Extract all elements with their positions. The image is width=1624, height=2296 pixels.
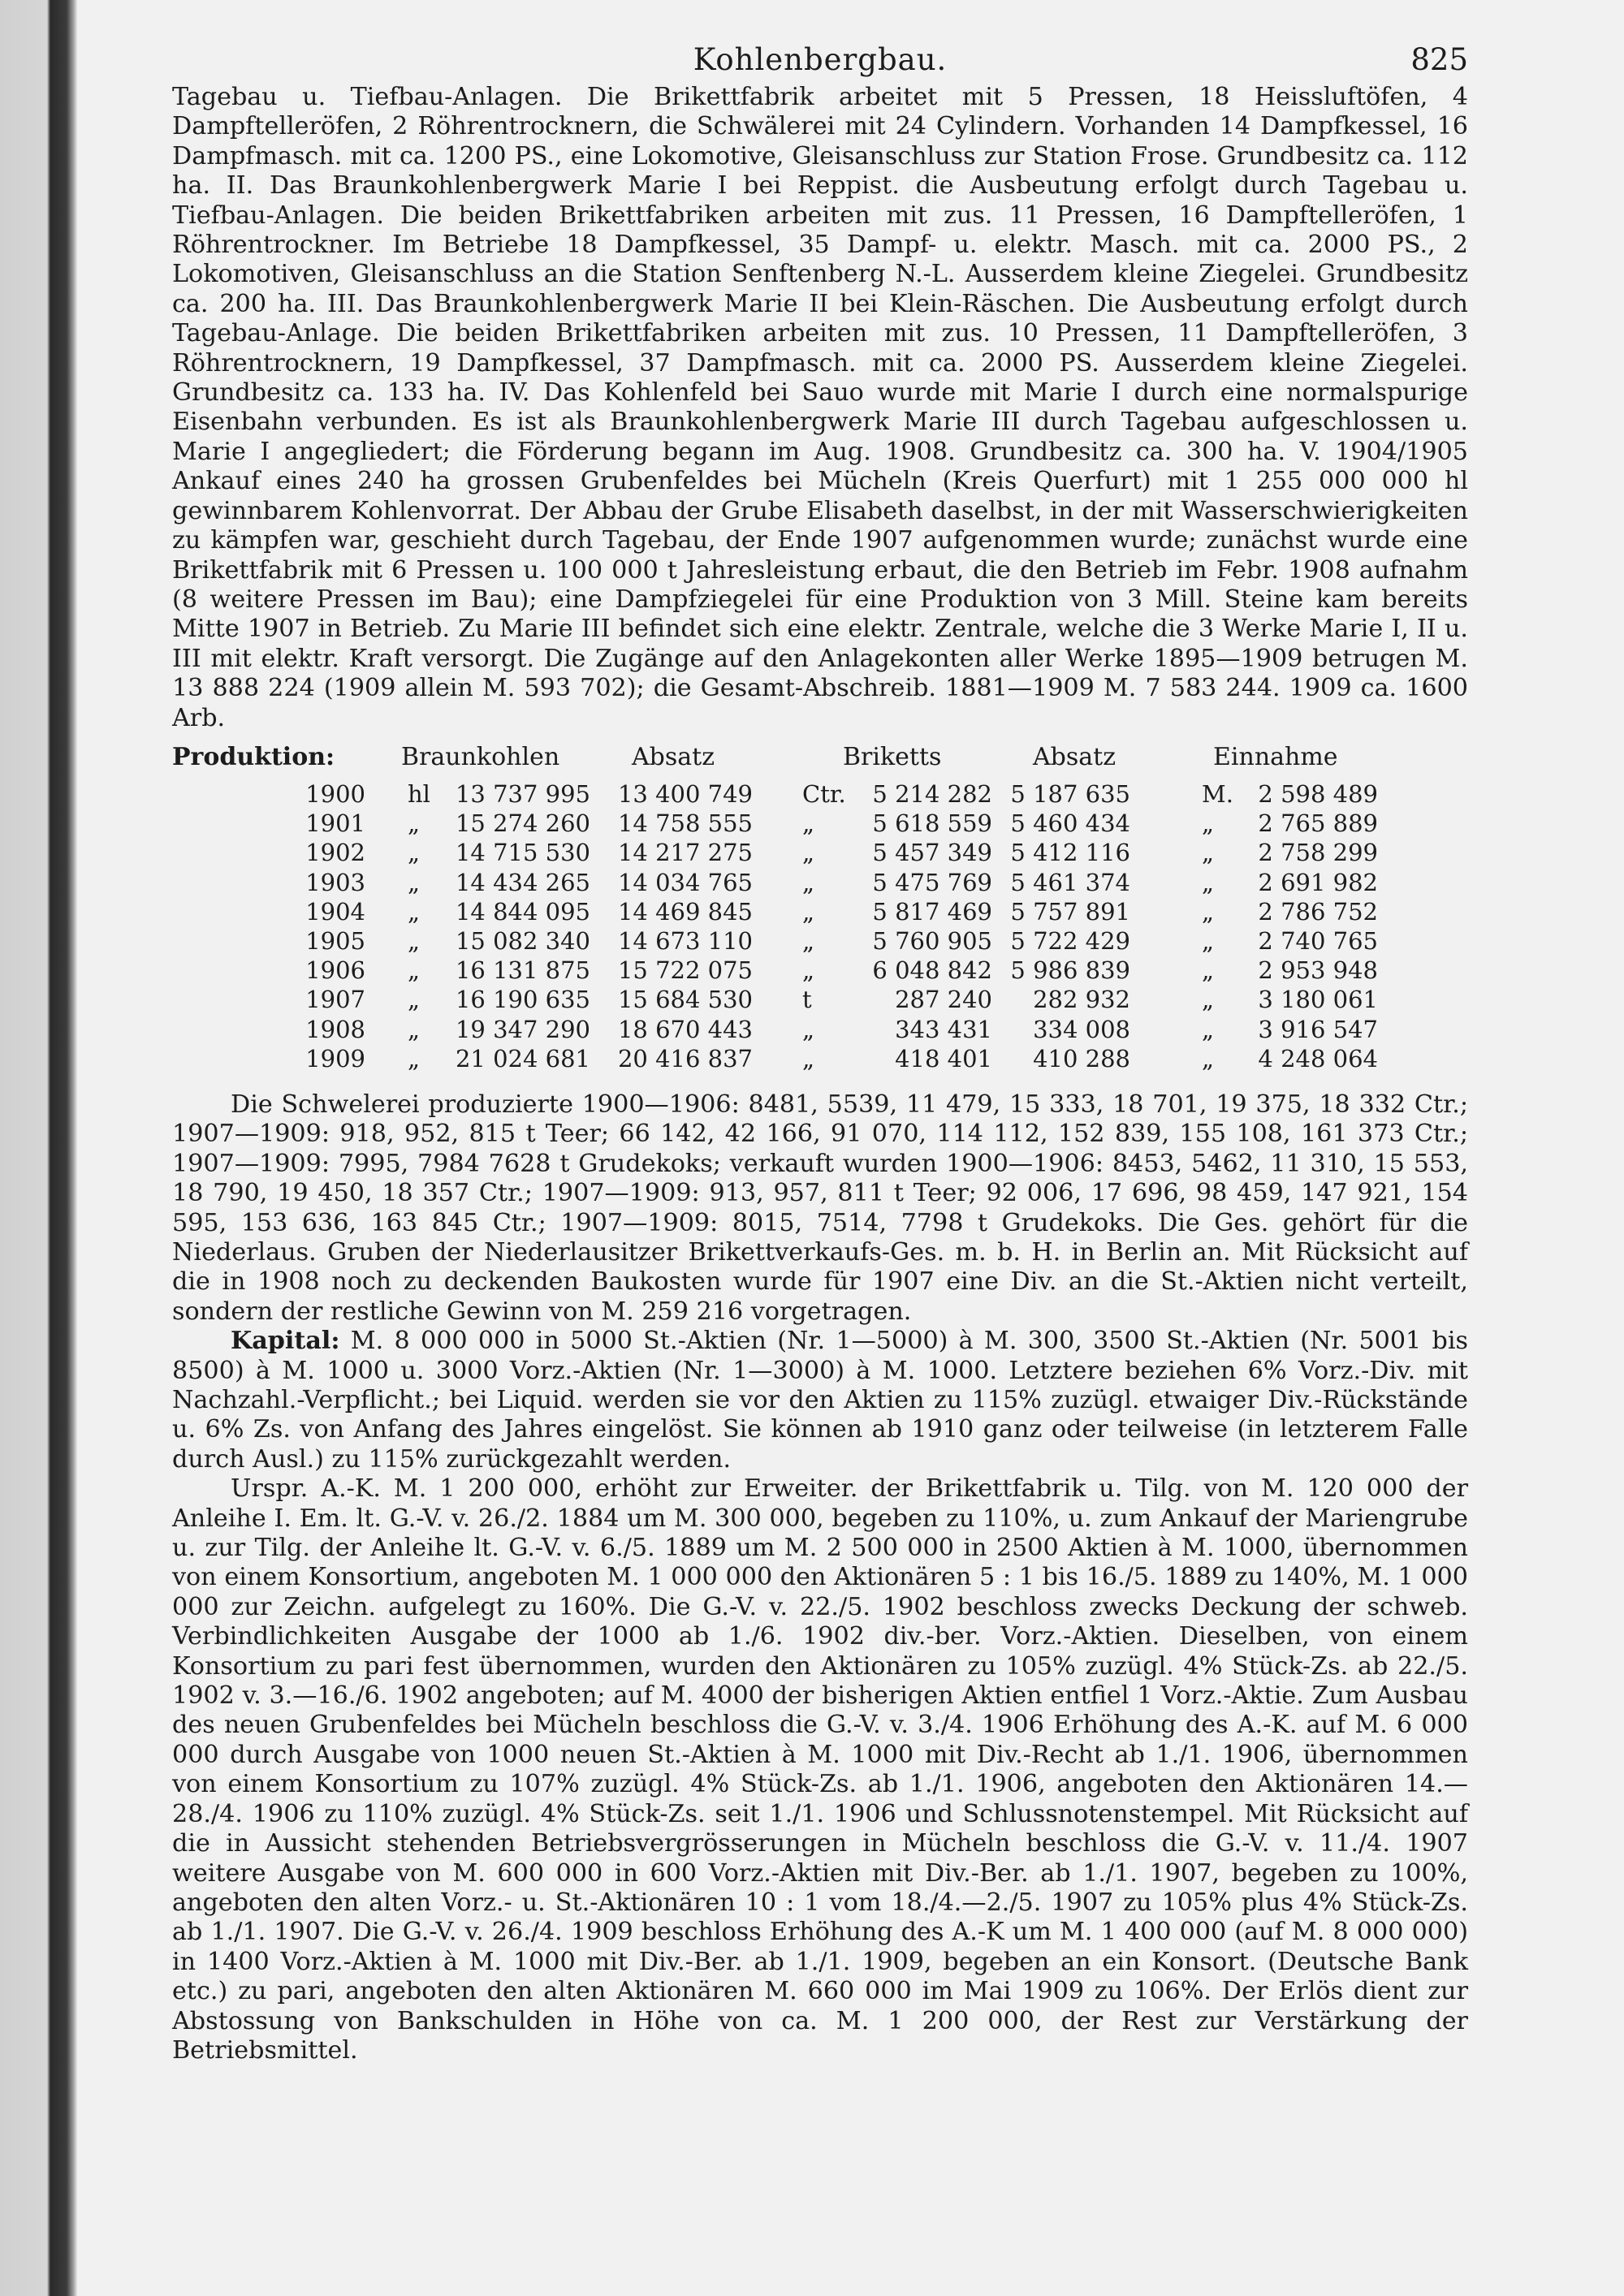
table-cell-braunkohlen: 14 715 530 xyxy=(455,839,590,867)
table-cell-unit1: „ xyxy=(408,839,421,867)
table-cell-unit2: t xyxy=(802,986,812,1014)
table-cell-absatz2: 5 412 116 xyxy=(1010,839,1130,867)
book-page xyxy=(172,42,1468,2065)
table-cell-absatz1: 14 217 275 xyxy=(617,839,753,867)
schwelerei-paragraph: Die Schwelerei produzierte 1900—1906: 8481, 5539, 11 479, 15 333, 18 701, 19 375, 18 332 Ctr.; 1907—1909: 918, 952, 815 t Teer; 66 142, 42 166, 91 070, 114 112, 152 839, 155 108, 161 373 Ctr.; 1907—1909: 7995, 7984 7628 t Grudekoks; verkauft wurden 1900—1906: 8453, 5462, 11 310, 15 553, 18 790, 19 450, 18 357 Ctr.; 1907—1909: 913, 957, 811 t Teer; 92 006, 17 696, 98 459, 147 921, 154 595, 153 636, 163 845 Ctr.; 1907—1909: 8015, 7514, 7798 t Grudekoks. Die Ges. gehört für die Niederlaus. Gruben der Niederlausitzer Brikettverkaufs-Ges. m. b. H. in Berlin an. Mit Rücksicht auf die in 1908 noch zu deckenden Baukosten wurde für 1907 eine Div. an die St.-Aktien nicht verteilt, sondern der restliche Gewinn von M. 259 216 vorgetragen. xyxy=(172,1090,1468,1326)
table-cell-absatz1: 15 684 530 xyxy=(617,986,753,1014)
table-cell-year: 1908 xyxy=(305,1015,365,1043)
table-row xyxy=(172,986,1468,1015)
table-cell-unit1: „ xyxy=(408,897,421,926)
column-header-einnahme: Einnahme xyxy=(1213,742,1338,771)
table-row xyxy=(172,1016,1468,1045)
table-row xyxy=(172,869,1468,898)
production-header xyxy=(172,743,1468,774)
table-cell-year: 1905 xyxy=(305,926,365,955)
table-cell-unit3: „ xyxy=(1202,926,1215,955)
table-cell-unit2: „ xyxy=(802,1044,815,1072)
table-cell-einnahme: 3 180 061 xyxy=(1258,986,1378,1014)
table-cell-unit1: hl xyxy=(408,779,430,808)
table-cell-braunkohlen: 14 844 095 xyxy=(455,897,590,926)
table-cell-unit3: „ xyxy=(1202,868,1215,896)
table-cell-year: 1901 xyxy=(305,809,365,838)
table-cell-unit3: M. xyxy=(1202,779,1233,808)
table-cell-unit1: „ xyxy=(408,1044,421,1072)
table-cell-einnahme: 2 740 765 xyxy=(1258,926,1378,955)
table-row xyxy=(172,898,1468,927)
table-cell-unit2: „ xyxy=(802,839,815,867)
table-cell-unit1: „ xyxy=(408,926,421,955)
table-cell-briketts: 5 475 769 xyxy=(872,868,992,896)
table-cell-absatz1: 14 673 110 xyxy=(617,926,753,955)
table-row xyxy=(172,839,1468,868)
table-cell-absatz1: 18 670 443 xyxy=(617,1015,753,1043)
table-cell-year: 1904 xyxy=(305,897,365,926)
column-header-braunkohlen: Braunkohlen xyxy=(401,742,560,771)
table-cell-unit3: „ xyxy=(1202,986,1215,1014)
table-cell-einnahme: 2 953 948 xyxy=(1258,956,1378,985)
page-header xyxy=(172,42,1468,83)
table-row xyxy=(172,927,1468,956)
table-cell-year: 1903 xyxy=(305,868,365,896)
table-cell-unit1: „ xyxy=(408,809,421,838)
table-cell-unit1: „ xyxy=(408,868,421,896)
table-cell-braunkohlen: 15 274 260 xyxy=(455,809,590,838)
table-cell-absatz2: 5 722 429 xyxy=(1010,926,1130,955)
column-header-absatz: Absatz xyxy=(632,742,715,771)
table-cell-absatz2: 5 757 891 xyxy=(1010,897,1130,926)
table-cell-unit1: „ xyxy=(408,1015,421,1043)
table-cell-year: 1909 xyxy=(305,1044,365,1072)
table-cell-absatz2: 5 460 434 xyxy=(1010,809,1130,838)
table-cell-absatz1: 14 469 845 xyxy=(617,897,753,926)
table-cell-einnahme: 2 598 489 xyxy=(1258,779,1378,808)
table-cell-unit3: „ xyxy=(1202,839,1215,867)
table-cell-briketts: 5 214 282 xyxy=(872,779,992,808)
table-cell-unit2: „ xyxy=(802,897,815,926)
table-cell-braunkohlen: 13 737 995 xyxy=(455,779,590,808)
column-header-absatz: Absatz xyxy=(1033,742,1116,771)
table-cell-year: 1902 xyxy=(305,839,365,867)
table-cell-einnahme: 2 758 299 xyxy=(1258,839,1378,867)
kapital-label: Kapital: xyxy=(231,1327,340,1356)
table-cell-absatz1: 14 034 765 xyxy=(617,868,753,896)
book-spine-shadow xyxy=(0,0,77,2296)
table-cell-absatz1: 20 416 837 xyxy=(617,1044,753,1072)
table-row xyxy=(172,1045,1468,1074)
table-cell-unit3: „ xyxy=(1202,897,1215,926)
table-cell-absatz2: 282 932 xyxy=(1033,986,1130,1014)
table-cell-unit2: „ xyxy=(802,868,815,896)
table-cell-unit3: „ xyxy=(1202,809,1215,838)
table-cell-einnahme: 4 248 064 xyxy=(1258,1044,1378,1072)
table-cell-unit1: „ xyxy=(408,986,421,1014)
table-cell-braunkohlen: 16 190 635 xyxy=(455,986,590,1014)
table-cell-briketts: 418 401 xyxy=(895,1044,992,1072)
table-cell-unit2: „ xyxy=(802,926,815,955)
table-cell-briketts: 6 048 842 xyxy=(872,956,992,985)
table-cell-absatz2: 334 008 xyxy=(1033,1015,1130,1043)
table-cell-absatz1: 14 758 555 xyxy=(617,809,753,838)
table-cell-absatz2: 5 187 635 xyxy=(1010,779,1130,808)
table-cell-braunkohlen: 21 024 681 xyxy=(455,1044,590,1072)
table-cell-absatz1: 13 400 749 xyxy=(617,779,753,808)
table-cell-year: 1900 xyxy=(305,779,365,808)
table-cell-absatz2: 410 288 xyxy=(1033,1044,1130,1072)
table-cell-einnahme: 2 691 982 xyxy=(1258,868,1378,896)
table-row xyxy=(172,809,1468,839)
column-header-briketts: Briketts xyxy=(843,742,942,771)
table-cell-briketts: 5 618 559 xyxy=(872,809,992,838)
running-title: Kohlenbergbau. xyxy=(693,42,948,77)
table-cell-unit3: „ xyxy=(1202,1044,1215,1072)
urspr-paragraph: Urspr. A.-K. M. 1 200 000, erhöht zur Erweiter. der Brikettfabrik u. Tilg. von M. 120 000 der Anleihe I. Em. lt. G.-V. v. 26./2. 1884 um M. 300 000, begeben zu 110%, u. zum Ankauf der Mariengrube u. zur Tilg. der Anleihe lt. G.-V. v. 6./5. 1889 um M. 2 500 000 in 2500 Aktien à M. 1000, übernommen von einem Konsortium, angeboten M. 1 000 000 den Aktionären 5 : 1 bis 16./5. 1889 zu 140%, M. 1 000 000 zur Zeichn. aufgelegt zu 160%. Die G.-V. v. 22./5. 1902 beschloss zwecks Deckung der schweb. Verbindlichkeiten Ausgabe der 1000 ab 1./6. 1902 div.-ber. Vorz.-Aktien. Dieselben, von einem Konsortium zu pari fest übernommen, wurden den Aktionären zu 105% zuzügl. 4% Stück-Zs. ab 22./5. 1902 v. 3.—16./6. 1902 angeboten; auf M. 4000 der bisherigen Aktien entfiel 1 Vorz.-Aktie. Zum Ausbau des neuen Grubenfeldes bei Mücheln beschloss die G.-V. v. 3./4. 1906 Erhöhung des A.-K. auf M. 6 000 000 durch Ausgabe von 1000 neuen St.-Aktien à M. 1000 mit Div.-Recht ab 1./1. 1906, übernommen von einem Konsortium zu 107% zuzügl. 4% Stück-Zs. ab 1./1. 1906, angeboten den Aktionären 14.—28./4. 1906 zu 110% zuzügl. 4% Stück-Zs. seit 1./1. 1906 und Schlussnotenstempel. Mit Rücksicht auf die in Aussicht stehenden Betriebsvergrösserungen in Mücheln beschloss die G.-V. v. 11./4. 1907 weitere Ausgabe von M. 600 000 in 600 Vorz.-Aktien mit Div.-Ber. ab 1./1. 1907, begeben zu 100%, angeboten den alten Vorz.- u. St.-Aktionären 10 : 1 vom 18./4.—2./5. 1907 zu 105% plus 4% Stück-Zs. ab 1./1. 1907. Die G.-V. v. 26./4. 1909 beschloss Erhöhung des A.-K um M. 1 400 000 (auf M. 8 000 000) in 1400 Vorz.-Aktien à M. 1000 mit Div.-Ber. ab 1./1. 1909, begeben an ein Konsort. (Deutsche Bank etc.) zu pari, angeboten den alten Aktionären M. 660 000 im Mai 1909 zu 106%. Der Erlös dient zur Abstossung von Bankschulden in Höhe von ca. M. 1 200 000, der Rest zur Verstärkung der Betriebsmittel. xyxy=(172,1474,1468,2065)
kapital-paragraph xyxy=(172,1327,1468,1474)
table-cell-braunkohlen: 16 131 875 xyxy=(455,956,590,985)
table-cell-einnahme: 3 916 547 xyxy=(1258,1015,1378,1043)
intro-paragraph: Tagebau u. Tiefbau-Anlagen. Die Brikettfabrik arbeitet mit 5 Pressen, 18 Heissluftöfen, 4 Dampftelleröfen, 2 Röhrentrocknern, die Schwälerei mit 24 Cylindern. Vorhanden 14 Dampfkessel, 16 Dampfmasch. mit ca. 1200 PS., eine Lokomotive, Gleisanschluss zur Station Frose. Grundbesitz ca. 112 ha. II. Das Braunkohlenbergwerk Marie I bei Reppist. die Ausbeutung erfolgt durch Tagebau u. Tiefbau-Anlagen. Die beiden Brikettfabriken arbeiten mit zus. 11 Pressen, 16 Dampftelleröfen, 1 Röhrentrockner. Im Betriebe 18 Dampfkessel, 35 Dampf- u. elektr. Masch. mit ca. 2000 PS., 2 Lokomotiven, Gleisanschluss an die Station Senftenberg N.-L. Ausserdem kleine Ziegelei. Grundbesitz ca. 200 ha. III. Das Braunkohlenbergwerk Marie II bei Klein-Räschen. Die Ausbeutung erfolgt durch Tagebau-Anlage. Die beiden Brikettfabriken arbeiten mit zus. 10 Pressen, 11 Dampftelleröfen, 3 Röhrentrocknern, 19 Dampfkessel, 37 Dampfmasch. mit ca. 2000 PS. Ausserdem kleine Ziegelei. Grundbesitz ca. 133 ha. IV. Das Kohlenfeld bei Sauo wurde mit Marie I durch eine normalspurige Eisenbahn verbunden. Es ist als Braunkohlenbergwerk Marie III durch Tagebau aufgeschlossen u. Marie I angegliedert; die Förderung begann im Aug. 1908. Grundbesitz ca. 300 ha. V. 1904/1905 Ankauf eines 240 ha grossen Grubenfeldes bei Mücheln (Kreis Querfurt) mit 1 255 000 000 hl gewinnbarem Kohlenvorrat. Der Abbau der Grube Elisabeth daselbst, in der mit Wasserschwierigkeiten zu kämpfen war, geschieht durch Tagebau, der Ende 1907 aufgenommen wurde; zunächst wurde eine Brikettfabrik mit 6 Pressen u. 100 000 t Jahresleistung erbaut, die den Betrieb im Febr. 1908 aufnahm (8 weitere Pressen im Bau); eine Dampfziegelei für eine Produktion von 3 Mill. Steine kam bereits Mitte 1907 in Betrieb. Zu Marie III befindet sich eine elektr. Zentrale, welche die 3 Werke Marie I, II u. III mit elektr. Kraft versorgt. Die Zugänge auf den Anlagekonten aller Werke 1895—1909 betrugen M. 13 888 224 (1909 allein M. 593 702); die Gesamt-Abschreib. 1881—1909 M. 7 583 244. 1909 ca. 1600 Arb. xyxy=(172,83,1468,732)
table-cell-year: 1907 xyxy=(305,986,365,1014)
table-cell-einnahme: 2 786 752 xyxy=(1258,897,1378,926)
table-cell-briketts: 343 431 xyxy=(895,1015,992,1043)
table-cell-absatz2: 5 986 839 xyxy=(1010,956,1130,985)
table-cell-absatz2: 5 461 374 xyxy=(1010,868,1130,896)
table-cell-unit1: „ xyxy=(408,956,421,985)
table-cell-year: 1906 xyxy=(305,956,365,985)
table-cell-briketts: 287 240 xyxy=(895,986,992,1014)
table-cell-unit2: „ xyxy=(802,809,815,838)
production-table xyxy=(172,780,1468,1074)
table-cell-briketts: 5 457 349 xyxy=(872,839,992,867)
table-cell-unit3: „ xyxy=(1202,1015,1215,1043)
table-cell-briketts: 5 817 469 xyxy=(872,897,992,926)
table-row xyxy=(172,780,1468,809)
page-number: 825 xyxy=(1410,42,1468,77)
table-cell-unit2: „ xyxy=(802,956,815,985)
table-cell-unit2: Ctr. xyxy=(802,779,846,808)
table-cell-braunkohlen: 15 082 340 xyxy=(455,926,590,955)
table-cell-einnahme: 2 765 889 xyxy=(1258,809,1378,838)
production-label: Produktion: xyxy=(172,742,335,771)
kapital-text: M. 8 000 000 in 5000 St.-Aktien (Nr. 1—5000) à M. 300, 3500 St.-Aktien (Nr. 5001 bis 8500) à M. 1000 u. 3000 Vorz.-Aktien (Nr. 1—3000) à M. 1000. Letztere beziehen 6% Vorz.-Div. mit Nachzahl.-Verpflicht.; bei Liquid. werden sie vor den Aktien zu 115% zuzügl. etwaiger Div.-Rückstände u. 6% Zs. von Anfang des Jahres eingelöst. Sie können ab 1910 ganz oder teilweise (in letzterem Falle durch Ausl.) zu 115% zurückgezahlt werden. xyxy=(172,1327,1468,1474)
table-cell-absatz1: 15 722 075 xyxy=(617,956,753,985)
table-cell-braunkohlen: 14 434 265 xyxy=(455,868,590,896)
table-cell-unit2: „ xyxy=(802,1015,815,1043)
table-cell-braunkohlen: 19 347 290 xyxy=(455,1015,590,1043)
table-cell-briketts: 5 760 905 xyxy=(872,926,992,955)
table-cell-unit3: „ xyxy=(1202,956,1215,985)
table-row xyxy=(172,956,1468,986)
